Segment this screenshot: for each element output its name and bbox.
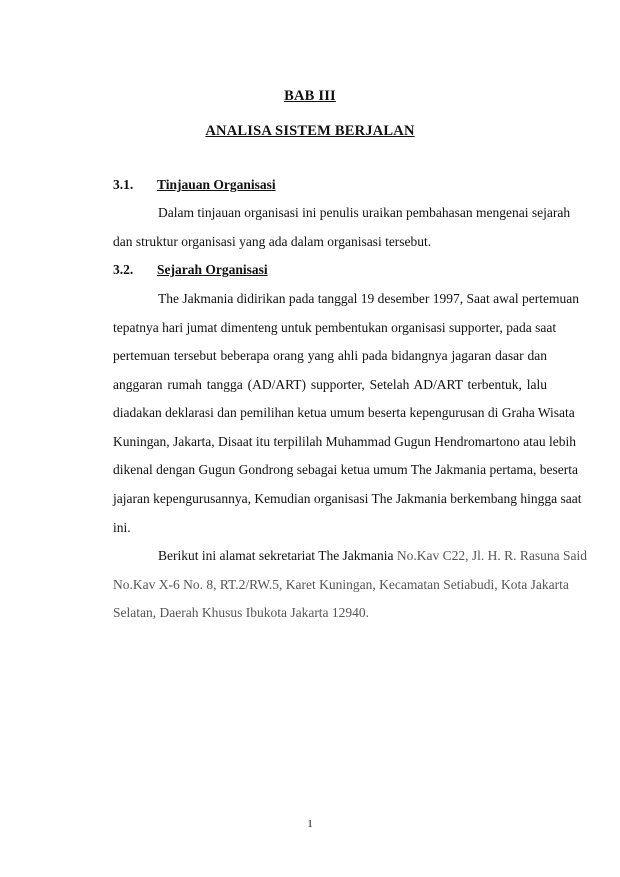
section-number: 3.1. (113, 177, 134, 192)
section-title: Sejarah Organisasi (157, 262, 268, 277)
section-number: 3.2. (113, 262, 134, 277)
paragraph-line: Dalam tinjauan organisasi ini penulis uraikan pembahasan mengenai sejarah (158, 205, 571, 220)
address-line-1 (158, 548, 587, 564)
address-line-3: Selatan, Daerah Khusus Ibukota Jakarta 12940. (113, 605, 370, 620)
address-intro: Berikut ini alamat sekretariat The Jakmania (158, 548, 394, 563)
paragraph-line: Kuningan, Jakarta, Disaat itu terpililah Muhammad Gugun Hendromartono atau lebih (113, 434, 577, 449)
chapter-title: BAB III (284, 88, 336, 104)
paragraph-line: pertemuan tersebut beberapa orang yang ahli pada bidangnya jagaran dasar dan (113, 348, 547, 363)
paragraph-line: anggaran rumah tangga (AD/ART) supporter, Setelah AD/ART terbentuk, lalu (113, 377, 547, 392)
chapter-subtitle: ANALISA SISTEM BERJALAN (205, 123, 415, 139)
section-title: Tinjauan Organisasi (157, 177, 276, 192)
address-part: No.Kav C22, Jl. H. R. Rasuna Said (396, 548, 588, 563)
paragraph-line: diadakan deklarasi dan pemilihan ketua umum beserta kepengurusan di Graha Wisata (113, 405, 575, 420)
page-number: 1 (307, 818, 313, 830)
paragraph-line: ini. (113, 520, 131, 535)
section-heading-3-2 (113, 262, 268, 278)
paragraph-line: tepatnya hari jumat dimenteng untuk pembentukan organisasi supporter, pada saat (113, 320, 557, 335)
section-heading-3-1 (113, 177, 276, 193)
paragraph-line: dan struktur organisasi yang ada dalam organisasi tersebut. (113, 234, 432, 249)
address-line-2: No.Kav X-6 No. 8, RT.2/RW.5, Karet Kuningan, Kecamatan Setiabudi, Kota Jakarta (113, 577, 569, 592)
paragraph-line: dikenal dengan Gugun Gondrong sebagai ketua umum The Jakmania pertama, beserta (113, 462, 578, 477)
paragraph-line: jajaran kepengurusannya, Kemudian organisasi The Jakmania berkembang hingga saat (113, 491, 582, 506)
paragraph-line: The Jakmania didirikan pada tanggal 19 desember 1997, Saat awal pertemuan (158, 291, 579, 306)
